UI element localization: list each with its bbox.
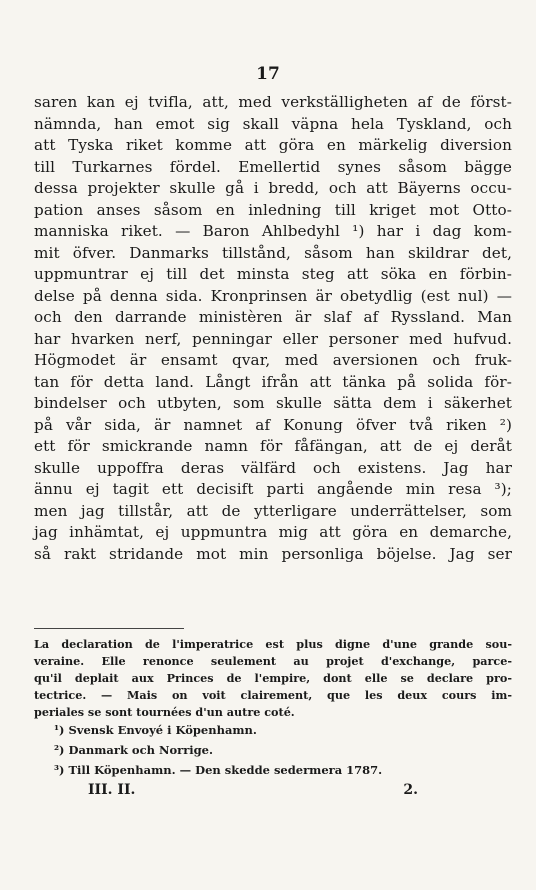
note-line: La declaration de l'imperatrice est plus digne d'une grande sou- (34, 637, 512, 651)
note-line: tectrice. — Mais on voit clairement, que les deux cours im- (34, 688, 512, 702)
body-line: har hvarken nerf, penningar eller personer med hufvud. (34, 329, 512, 348)
body-line: saren kan ej tvifla, att, med verkställigheten af de först- (34, 93, 512, 111)
body-line: pation anses såsom en inledning till kriget mot Otto- (34, 200, 512, 219)
body-line: att Tyska riket komme att göra en märkelig diversion (34, 136, 512, 154)
body-line: nämnda, han emot sig skall väpna hela Tyskland, och (34, 114, 512, 133)
body-line: men jag tillstår, att de ytterligare underrättelser, som (34, 501, 512, 520)
body-line: bindelser och utbyten, som skulle sätta dem i säkerhet (34, 394, 512, 412)
body-line: tan för detta land. Långt ifrån att tänka på solida för- (34, 372, 512, 391)
body-line: uppmuntrar ej till det minsta steg att söka en förbin- (34, 265, 512, 283)
body-line: på vår sida, är namnet af Konung öfver två riken ²) (34, 415, 512, 434)
body-line: ännu ej tagit ett decisift parti angående min resa ³); (34, 480, 512, 498)
sheet-mark: 2. (403, 782, 418, 798)
body-line: jag inhämtat, ej uppmuntra mig att göra en demarche, (34, 523, 512, 541)
body-line: delse på denna sida. Kronprinsen är obetydlig (est nul) — (34, 286, 512, 305)
footnote-3: ³) Till Köpenhamn. — Den skedde sedermera 1787. (54, 763, 383, 777)
body-line: manniska riket. — Baron Ahlbedyhl ¹) har i dag kom- (34, 222, 512, 240)
volume-mark: III. II. (88, 782, 136, 798)
note-line: veraine. Elle renonce seulement au projet d'exchange, parce- (34, 654, 512, 668)
note-line: qu'il deplait aux Princes de l'empire, dont elle se declare pro- (34, 671, 512, 685)
body-line: mit öfver. Danmarks tillstånd, såsom han skildrar det, (34, 243, 512, 262)
footnotes (54, 720, 494, 780)
body-line: dessa projekter skulle gå i bredd, och att Bäyerns occu- (34, 179, 512, 197)
footnote-2: ²) Danmark och Norrige. (54, 743, 213, 757)
page-number: 17 (256, 64, 280, 84)
french-note (34, 636, 512, 721)
body-line: skulle uppoffra deras välfärd och existens. Jag har (34, 458, 512, 477)
body-line: till Turkarnes fördel. Emellertid synes såsom bägge (34, 157, 512, 176)
body-line: ett för smickrande namn för fåfängan, att de ej deråt (34, 437, 512, 455)
body-line: och den darrande ministèren är slaf af Ryssland. Man (34, 308, 512, 326)
footnote-1: ¹) Svensk Envoyé i Köpenhamn. (54, 723, 257, 737)
body-text (34, 92, 512, 565)
footnote-divider (34, 628, 184, 629)
body-line: Högmodet är ensamt qvar, med aversionen och fruk- (34, 351, 512, 369)
body-line: så rakt stridande mot min personliga böjelse. Jag ser (34, 544, 512, 563)
note-line: periales se sont tournées d'un autre coté. (34, 705, 295, 719)
